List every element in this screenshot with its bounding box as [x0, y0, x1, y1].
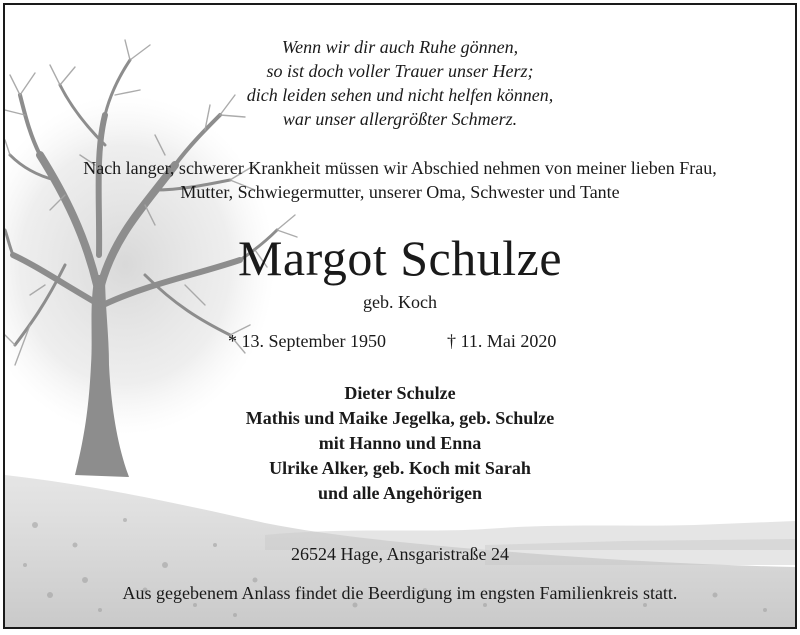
family-member: Dieter Schulze — [344, 383, 456, 403]
family-member: mit Hanno und Enna — [318, 433, 482, 453]
obituary-card — [3, 3, 797, 629]
poem-line: dich leiden sehen und nicht helfen können, — [246, 85, 554, 105]
intro-line: Mutter, Schwiegermutter, unserer Oma, Schwester und Tante — [180, 182, 620, 202]
family-member: und alle Angehörigen — [317, 483, 483, 503]
poem-line: war unser allergrößter Schmerz. — [282, 109, 518, 129]
address: 26524 Hage, Ansgaristraße 24 — [291, 544, 509, 564]
family-member: Ulrike Alker, geb. Koch mit Sarah — [269, 458, 531, 478]
poem-line: so ist doch voller Trauer unser Herz; — [266, 61, 534, 81]
death-date: † 11. Mai 2020 — [447, 331, 557, 351]
poem-line: Wenn wir dir auch Ruhe gönnen, — [281, 37, 519, 57]
maiden-name: geb. Koch — [363, 292, 437, 312]
intro-line: Nach langer, schwerer Krankheit müssen wir Abschied nehmen von meiner lieben Frau, — [83, 158, 717, 178]
birth-date: * 13. September 1950 — [228, 331, 386, 351]
family-member: Mathis und Maike Jegelka, geb. Schulze — [245, 408, 555, 428]
deceased-name: Margot Schulze — [237, 230, 563, 286]
funeral-note: Aus gegebenem Anlass findet die Beerdigung im engsten Familienkreis statt. — [122, 583, 678, 603]
